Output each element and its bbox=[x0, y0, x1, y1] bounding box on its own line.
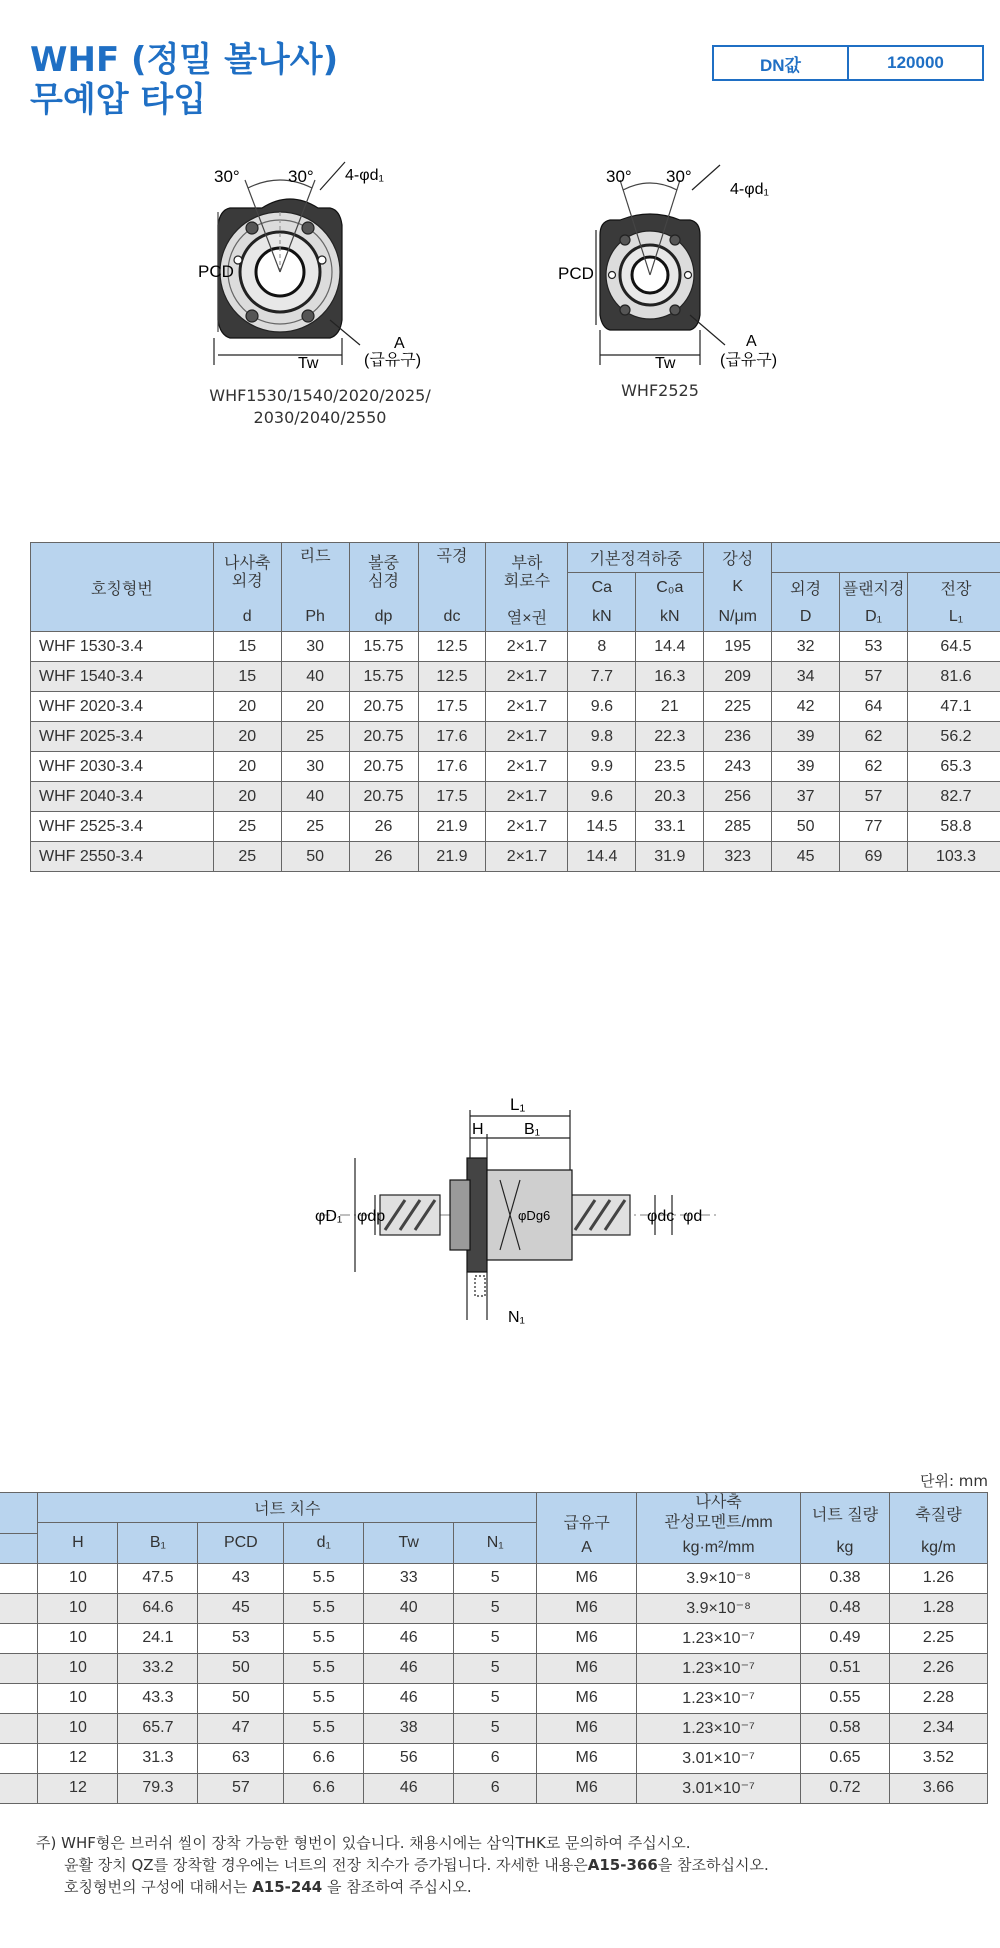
table-cell-blank bbox=[0, 1623, 38, 1653]
table-cell: 10 bbox=[38, 1623, 118, 1653]
th-dc: dc bbox=[418, 602, 486, 632]
table-row bbox=[31, 692, 1000, 722]
model-cell: WHF 2040-3.4 bbox=[31, 782, 214, 812]
table-cell: 2.26 bbox=[889, 1653, 987, 1683]
table-cell: 103.3 bbox=[908, 842, 1000, 872]
table-cell: 20.3 bbox=[636, 782, 704, 812]
table-cell: 50 bbox=[198, 1653, 284, 1683]
table-cell: 20 bbox=[213, 752, 281, 782]
table-cell: 30 bbox=[281, 752, 349, 782]
table-cell: 3.9×10⁻⁸ bbox=[637, 1563, 801, 1593]
th-rating: 기본정격하중 bbox=[568, 543, 704, 573]
table-cell: 21.9 bbox=[418, 842, 486, 872]
dn-label: DN값 bbox=[714, 47, 849, 79]
table-cell: 64.6 bbox=[118, 1593, 198, 1623]
table-cell: 42 bbox=[772, 692, 840, 722]
th-blank-left bbox=[0, 1493, 38, 1534]
table-cell: 285 bbox=[704, 812, 772, 842]
table-cell: 243 bbox=[704, 752, 772, 782]
table-cell: 23.5 bbox=[636, 752, 704, 782]
table-cell: 31.9 bbox=[636, 842, 704, 872]
table-cell: 39 bbox=[772, 752, 840, 782]
title-line1: WHF (정밀 볼나사) bbox=[30, 40, 339, 80]
table-cell: 56.2 bbox=[908, 722, 1000, 752]
dg6-label: φDg6 bbox=[518, 1208, 551, 1223]
table-cell: 25 bbox=[281, 812, 349, 842]
d1-label: φD₁ bbox=[315, 1208, 343, 1225]
table-cell: 57 bbox=[840, 782, 908, 812]
table-cell: 45 bbox=[772, 842, 840, 872]
ref-link-15-366[interactable]: A15-366 bbox=[587, 1856, 658, 1874]
th-nut-mass-unit: kg bbox=[801, 1533, 890, 1563]
th-length-sym: L₁ bbox=[908, 602, 1000, 632]
h-label: H bbox=[472, 1121, 484, 1138]
table-cell: 0.51 bbox=[801, 1653, 890, 1683]
table-cell: 1.28 bbox=[889, 1593, 987, 1623]
table-cell: 5.5 bbox=[284, 1623, 364, 1653]
table-cell: 5.5 bbox=[284, 1653, 364, 1683]
flange-front-diagram-2 bbox=[550, 150, 850, 380]
table-cell: 79.3 bbox=[118, 1773, 198, 1803]
table-cell: 37 bbox=[772, 782, 840, 812]
table-cell: 14.4 bbox=[636, 632, 704, 662]
table-cell: 15 bbox=[213, 632, 281, 662]
th-shaft-od: 나사축 외경 bbox=[213, 543, 281, 603]
th-pcd: PCD bbox=[198, 1523, 284, 1564]
th-lead: 리드 bbox=[281, 543, 349, 603]
table-cell: 2.34 bbox=[889, 1713, 987, 1743]
table-cell: 46 bbox=[364, 1683, 454, 1713]
table-cell: 2×1.7 bbox=[486, 722, 568, 752]
table-cell: 10 bbox=[38, 1563, 118, 1593]
table-cell: 64 bbox=[840, 692, 908, 722]
table-cell: 33.2 bbox=[118, 1653, 198, 1683]
table-cell: 58.8 bbox=[908, 812, 1000, 842]
model-cell: WHF 1540-3.4 bbox=[31, 662, 214, 692]
table-cell: 10 bbox=[38, 1653, 118, 1683]
table-cell: 8 bbox=[568, 632, 636, 662]
th-ball-dia: 볼중 심경 bbox=[349, 543, 418, 603]
table-cell: 12.5 bbox=[418, 632, 486, 662]
table-cell: 34 bbox=[772, 662, 840, 692]
table-cell: 24.1 bbox=[118, 1623, 198, 1653]
table-cell: 0.55 bbox=[801, 1683, 890, 1713]
table-cell: 5 bbox=[454, 1653, 537, 1683]
pcd-label: PCD bbox=[198, 262, 234, 281]
th-inertia-unit: kg·m²/mm bbox=[637, 1533, 801, 1563]
table-cell: 43 bbox=[198, 1563, 284, 1593]
th-row-turn: 열×권 bbox=[486, 602, 568, 632]
model-cell: WHF 2020-3.4 bbox=[31, 692, 214, 722]
nut-side-section-diagram bbox=[300, 1090, 740, 1340]
table-cell: 6.6 bbox=[284, 1773, 364, 1803]
model-cell: WHF 1530-3.4 bbox=[31, 632, 214, 662]
table-row bbox=[31, 842, 1000, 872]
th-tw: Tw bbox=[364, 1523, 454, 1564]
table-cell: 2×1.7 bbox=[486, 752, 568, 782]
table-cell: 56 bbox=[364, 1743, 454, 1773]
table-cell: 26 bbox=[349, 842, 418, 872]
table-cell: 26 bbox=[349, 812, 418, 842]
th-blank-left-2 bbox=[0, 1533, 38, 1563]
th-ca-unit: kN bbox=[568, 602, 636, 632]
table-cell: 32 bbox=[772, 632, 840, 662]
table-cell: 20 bbox=[281, 692, 349, 722]
table-cell: 43.3 bbox=[118, 1683, 198, 1713]
table-cell: M6 bbox=[537, 1713, 637, 1743]
oil-port-a-label: A bbox=[394, 335, 405, 352]
table-cell: 9.6 bbox=[568, 782, 636, 812]
table-cell: M6 bbox=[537, 1653, 637, 1683]
table-cell: M6 bbox=[537, 1773, 637, 1803]
table-row bbox=[31, 812, 1000, 842]
table-cell: 2×1.7 bbox=[486, 692, 568, 722]
th-c0a: C₀a bbox=[636, 573, 704, 603]
table-cell: 20 bbox=[213, 722, 281, 752]
table-cell-blank bbox=[0, 1653, 38, 1683]
table-cell: 5.5 bbox=[284, 1713, 364, 1743]
table-cell: 45 bbox=[198, 1593, 284, 1623]
dn-value: 120000 bbox=[887, 53, 944, 72]
oil-port-sub-label: (급유구) bbox=[364, 352, 422, 369]
table-cell: 6 bbox=[454, 1743, 537, 1773]
th-flange: 플랜지경 bbox=[840, 573, 908, 603]
th-flange-sym: D₁ bbox=[840, 602, 908, 632]
table-cell: 15 bbox=[213, 662, 281, 692]
th-h: H bbox=[38, 1523, 118, 1564]
table-cell: 5.5 bbox=[284, 1563, 364, 1593]
table-cell: 65.7 bbox=[118, 1713, 198, 1743]
table-cell: 10 bbox=[38, 1683, 118, 1713]
table-row bbox=[31, 632, 1000, 662]
table-cell: 3.01×10⁻⁷ bbox=[637, 1773, 801, 1803]
tw-label: Tw bbox=[298, 355, 319, 372]
table-cell: 77 bbox=[840, 812, 908, 842]
table-cell: 0.48 bbox=[801, 1593, 890, 1623]
unit-label: 단위: mm bbox=[919, 1472, 988, 1490]
th-od-sym: D bbox=[772, 602, 840, 632]
table-cell: 9.8 bbox=[568, 722, 636, 752]
table-cell: 1.23×10⁻⁷ bbox=[637, 1653, 801, 1683]
table-cell: 3.9×10⁻⁸ bbox=[637, 1593, 801, 1623]
table-cell: 40 bbox=[281, 782, 349, 812]
th-nut-blank bbox=[772, 543, 1000, 573]
model-cell: WHF 2030-3.4 bbox=[31, 752, 214, 782]
table-cell: 2.28 bbox=[889, 1683, 987, 1713]
table-cell: 30 bbox=[281, 632, 349, 662]
table-cell: 50 bbox=[281, 842, 349, 872]
table-cell: 6.6 bbox=[284, 1743, 364, 1773]
table-row bbox=[31, 662, 1000, 692]
table-cell: 63 bbox=[198, 1743, 284, 1773]
table-cell: 47.1 bbox=[908, 692, 1000, 722]
table-row bbox=[31, 752, 1000, 782]
angle-2-text: 30° bbox=[288, 167, 314, 186]
th-dp: dp bbox=[349, 602, 418, 632]
note-line-2: 윤활 장치 QZ를 장착할 경우에는 너트의 전장 치수가 증가됩니다. 자세한 내용은A15-366을 참조하십시오. bbox=[64, 1856, 769, 1874]
diagram1-caption-line1: WHF1530/1540/2020/2025/ bbox=[209, 386, 431, 405]
th-shaft-mass-unit: kg/m bbox=[889, 1533, 987, 1563]
table-cell: 5 bbox=[454, 1683, 537, 1713]
table-cell: 20 bbox=[213, 692, 281, 722]
table-cell: 62 bbox=[840, 752, 908, 782]
table-cell: 57 bbox=[198, 1773, 284, 1803]
n1-label: N₁ bbox=[508, 1309, 525, 1326]
table-cell: 53 bbox=[198, 1623, 284, 1653]
b1-label: B₁ bbox=[524, 1121, 541, 1138]
table-cell: 65.3 bbox=[908, 752, 1000, 782]
page-title bbox=[30, 40, 338, 120]
th-d: d bbox=[213, 602, 281, 632]
table-cell: 0.72 bbox=[801, 1773, 890, 1803]
table-cell: 38 bbox=[364, 1713, 454, 1743]
holes-label: 4-φd₁ bbox=[345, 167, 384, 184]
diagram1-caption-line2: 2030/2040/2550 bbox=[253, 408, 387, 427]
table-cell: 22.3 bbox=[636, 722, 704, 752]
table-cell: 69 bbox=[840, 842, 908, 872]
table-cell: 9.9 bbox=[568, 752, 636, 782]
table-cell: 20.75 bbox=[349, 782, 418, 812]
table-cell: 2×1.7 bbox=[486, 782, 568, 812]
table-cell: 1.26 bbox=[889, 1563, 987, 1593]
angle-1-text: 30° bbox=[214, 167, 240, 186]
table-row bbox=[31, 782, 1000, 812]
table-cell: 14.4 bbox=[568, 842, 636, 872]
table-cell: 17.6 bbox=[418, 752, 486, 782]
th-b1: B₁ bbox=[118, 1523, 198, 1564]
table-row bbox=[0, 1563, 988, 1593]
d-label: φd bbox=[683, 1208, 703, 1225]
table-cell: 0.58 bbox=[801, 1713, 890, 1743]
table-cell: 16.3 bbox=[636, 662, 704, 692]
diagram2-caption: WHF2525 bbox=[621, 381, 699, 400]
table-cell: 20.75 bbox=[349, 722, 418, 752]
table-cell: 2×1.7 bbox=[486, 632, 568, 662]
table-cell: 46 bbox=[364, 1773, 454, 1803]
table-cell: 14.5 bbox=[568, 812, 636, 842]
table-cell: 2×1.7 bbox=[486, 662, 568, 692]
th-d1: d₁ bbox=[284, 1523, 364, 1564]
table-cell: 1.23×10⁻⁷ bbox=[637, 1623, 801, 1653]
table-cell: 33.1 bbox=[636, 812, 704, 842]
flange-front-diagram-1 bbox=[180, 150, 480, 380]
table-cell: 2×1.7 bbox=[486, 812, 568, 842]
table-cell: 57 bbox=[840, 662, 908, 692]
table-cell: 81.6 bbox=[908, 662, 1000, 692]
th-k: K bbox=[704, 573, 772, 603]
table-cell: M6 bbox=[537, 1593, 637, 1623]
spec-table-2 bbox=[0, 1492, 988, 1804]
table-cell: 47 bbox=[198, 1713, 284, 1743]
table-cell: 17.5 bbox=[418, 782, 486, 812]
table-cell: 5 bbox=[454, 1713, 537, 1743]
th-shaft-mass: 축질량 bbox=[889, 1493, 987, 1534]
table-cell: 0.49 bbox=[801, 1623, 890, 1653]
table-cell: 6 bbox=[454, 1773, 537, 1803]
table-cell: M6 bbox=[537, 1563, 637, 1593]
table-cell: 40 bbox=[364, 1593, 454, 1623]
th-circuits: 부하 회로수 bbox=[486, 543, 568, 603]
table-cell-blank bbox=[0, 1773, 38, 1803]
table-cell: 12 bbox=[38, 1773, 118, 1803]
table-cell: 0.38 bbox=[801, 1563, 890, 1593]
table-row bbox=[0, 1683, 988, 1713]
table-cell: 3.01×10⁻⁷ bbox=[637, 1743, 801, 1773]
th-k-unit: N/μm bbox=[704, 602, 772, 632]
table-cell: 62 bbox=[840, 722, 908, 752]
table-cell: 64.5 bbox=[908, 632, 1000, 662]
title-line2: 무예압 타입 bbox=[30, 80, 207, 120]
table-row bbox=[0, 1593, 988, 1623]
table-cell: 5 bbox=[454, 1563, 537, 1593]
ref-link-15-244[interactable]: A15-244 bbox=[252, 1878, 323, 1896]
table-cell: 323 bbox=[704, 842, 772, 872]
table-cell-blank bbox=[0, 1593, 38, 1623]
th-c0a-unit: kN bbox=[636, 602, 704, 632]
table-cell: 50 bbox=[772, 812, 840, 842]
table-row bbox=[0, 1653, 988, 1683]
table-cell: 3.66 bbox=[889, 1773, 987, 1803]
table-cell: 3.52 bbox=[889, 1743, 987, 1773]
table-cell: 209 bbox=[704, 662, 772, 692]
table-cell: 25 bbox=[213, 842, 281, 872]
table-cell: M6 bbox=[537, 1683, 637, 1713]
model-cell: WHF 2525-3.4 bbox=[31, 812, 214, 842]
table-row bbox=[0, 1743, 988, 1773]
table-cell-blank bbox=[0, 1743, 38, 1773]
footnotes bbox=[36, 1832, 769, 1898]
th-oil-a: A bbox=[537, 1533, 637, 1563]
table-cell: 25 bbox=[281, 722, 349, 752]
spec-table-1 bbox=[30, 542, 1000, 872]
table-cell: 50 bbox=[198, 1683, 284, 1713]
table-row bbox=[0, 1713, 988, 1743]
table-cell: 2×1.7 bbox=[486, 842, 568, 872]
l1-label: L₁ bbox=[510, 1095, 526, 1114]
dn-value-box bbox=[712, 45, 984, 81]
table-cell: 10 bbox=[38, 1593, 118, 1623]
table-cell: 39 bbox=[772, 722, 840, 752]
th-nut-mass: 너트 질량 bbox=[801, 1493, 890, 1534]
table-cell-blank bbox=[0, 1563, 38, 1593]
th-ca: Ca bbox=[568, 573, 636, 603]
holes-label: 4-φd₁ bbox=[730, 181, 769, 198]
table-cell: 195 bbox=[704, 632, 772, 662]
th-rigidity: 강성 bbox=[704, 543, 772, 573]
table-cell: 5 bbox=[454, 1593, 537, 1623]
table-cell: 21 bbox=[636, 692, 704, 722]
table-cell-blank bbox=[0, 1713, 38, 1743]
table-cell: 47.5 bbox=[118, 1563, 198, 1593]
th-ph: Ph bbox=[281, 602, 349, 632]
table-cell: 82.7 bbox=[908, 782, 1000, 812]
table-cell: 10 bbox=[38, 1713, 118, 1743]
table-cell: M6 bbox=[537, 1623, 637, 1653]
table-row bbox=[0, 1623, 988, 1653]
table-cell: 5 bbox=[454, 1623, 537, 1653]
table-cell: 1.23×10⁻⁷ bbox=[637, 1683, 801, 1713]
table-cell: 40 bbox=[281, 662, 349, 692]
table-cell: 20.75 bbox=[349, 692, 418, 722]
th-od: 외경 bbox=[772, 573, 840, 603]
table-row bbox=[31, 722, 1000, 752]
table-cell: 236 bbox=[704, 722, 772, 752]
th-inertia: 나사축 관성모멘트/mm bbox=[637, 1493, 801, 1534]
table-cell: 12.5 bbox=[418, 662, 486, 692]
table-row bbox=[0, 1773, 988, 1803]
th-length: 전장 bbox=[908, 573, 1000, 603]
table-cell: 20 bbox=[213, 782, 281, 812]
table-cell: 53 bbox=[840, 632, 908, 662]
table-cell: 21.9 bbox=[418, 812, 486, 842]
table-cell: 15.75 bbox=[349, 632, 418, 662]
table-cell: 17.6 bbox=[418, 722, 486, 752]
th-n1: N₁ bbox=[454, 1523, 537, 1564]
table-cell: 256 bbox=[704, 782, 772, 812]
table-cell: 15.75 bbox=[349, 662, 418, 692]
table-cell: 0.65 bbox=[801, 1743, 890, 1773]
table-cell: 5.5 bbox=[284, 1593, 364, 1623]
oil-port-a-label: A bbox=[746, 333, 757, 350]
diagram1-caption bbox=[180, 385, 460, 429]
pcd-label: PCD bbox=[558, 264, 594, 283]
table-cell: 33 bbox=[364, 1563, 454, 1593]
table-cell: 1.23×10⁻⁷ bbox=[637, 1713, 801, 1743]
th-model: 호칭형번 bbox=[31, 543, 214, 632]
dc-label: φdc bbox=[647, 1208, 675, 1225]
model-cell: WHF 2550-3.4 bbox=[31, 842, 214, 872]
table-cell: 7.7 bbox=[568, 662, 636, 692]
model-cell: WHF 2025-3.4 bbox=[31, 722, 214, 752]
table-cell: 12 bbox=[38, 1743, 118, 1773]
table-cell: 17.5 bbox=[418, 692, 486, 722]
note-line-1: 주) WHF형은 브러쉬 씰이 장착 가능한 형번이 있습니다. 채용시에는 삼익THK로 문의하여 주십시오. bbox=[36, 1834, 691, 1852]
oil-port-sub-label: (급유구) bbox=[720, 352, 778, 369]
table-cell: 46 bbox=[364, 1623, 454, 1653]
table-cell: 25 bbox=[213, 812, 281, 842]
table-cell: 5.5 bbox=[284, 1683, 364, 1713]
table-cell: 46 bbox=[364, 1653, 454, 1683]
th-oil-port: 급유구 bbox=[537, 1493, 637, 1534]
table-cell: 2.25 bbox=[889, 1623, 987, 1653]
note-line-3: 호칭형번의 구성에 대해서는 A15-244 을 참조하여 주십시오. bbox=[64, 1878, 472, 1896]
table-cell: M6 bbox=[537, 1743, 637, 1773]
table-cell: 20.75 bbox=[349, 752, 418, 782]
tw-label: Tw bbox=[655, 355, 676, 372]
dp-label: φdp bbox=[357, 1208, 386, 1225]
table-cell-blank bbox=[0, 1683, 38, 1713]
angle-2-text: 30° bbox=[666, 167, 692, 186]
table-cell: 225 bbox=[704, 692, 772, 722]
table-cell: 31.3 bbox=[118, 1743, 198, 1773]
th-nut-dims: 너트 치수 bbox=[38, 1493, 537, 1523]
angle-1-text: 30° bbox=[606, 167, 632, 186]
table-cell: 9.6 bbox=[568, 692, 636, 722]
th-root-dia: 곡경 bbox=[418, 543, 486, 603]
